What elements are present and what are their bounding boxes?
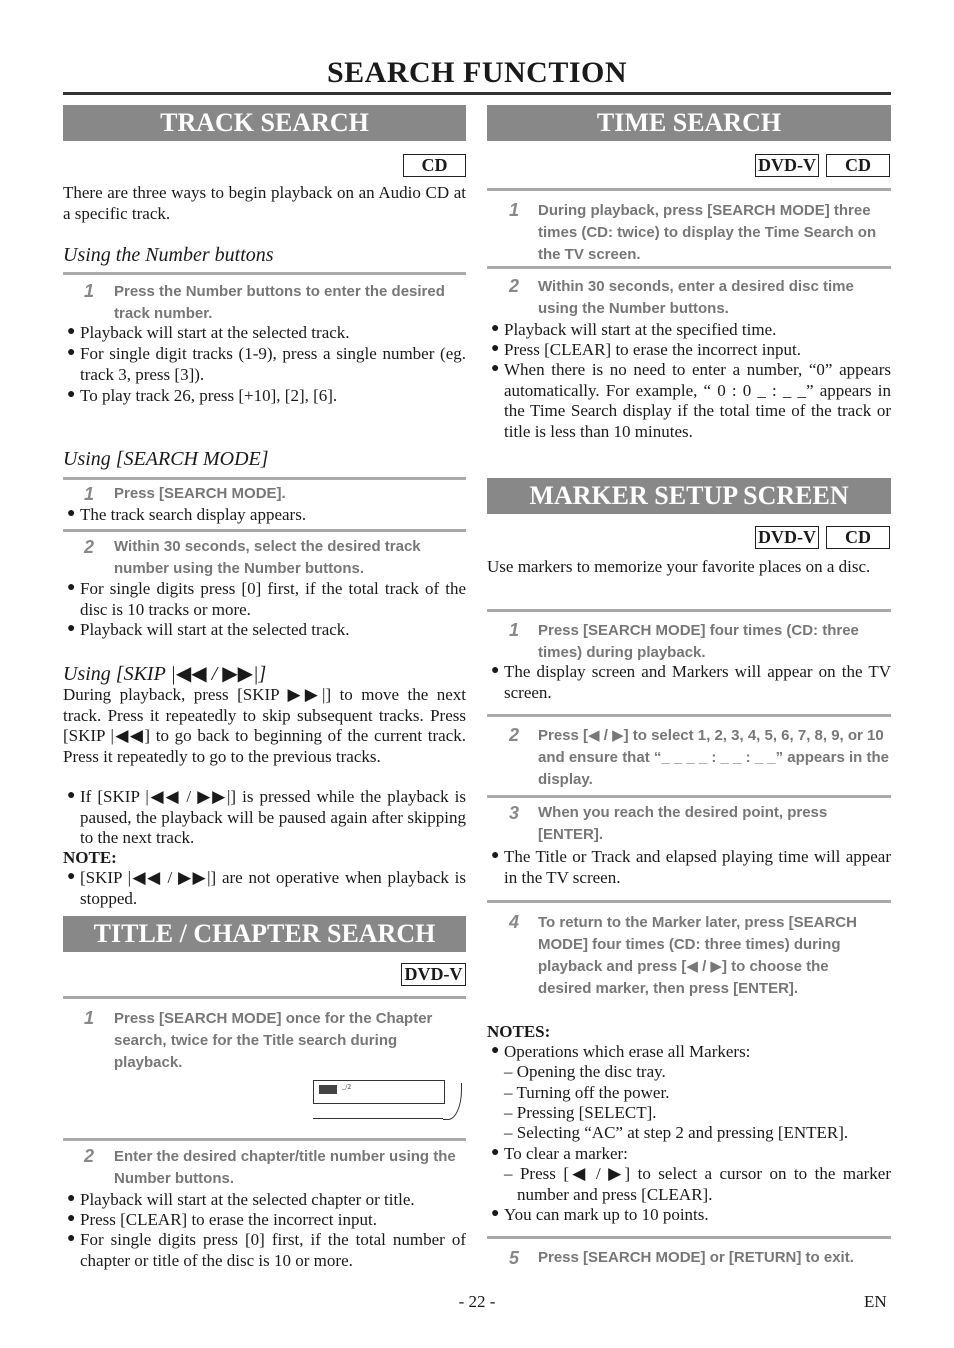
note-label: NOTE:: [63, 848, 117, 867]
skip-subheading: Using [SKIP |◀◀ / ▶▶|]: [63, 663, 267, 685]
step-number: 1: [84, 1008, 95, 1028]
divider: [487, 188, 891, 191]
track-intro: There are three ways to begin playback on an Audio CD at a specific track.: [63, 183, 466, 223]
divider: [63, 1138, 466, 1141]
time-step-1: During playback, press [SEARCH MODE] three times (CD: twice) to display the Time Search on the TV screen.: [538, 202, 877, 263]
divider: [63, 272, 466, 275]
track-sm-step-2: Within 30 seconds, select the desired track number using the Number buttons.: [114, 538, 421, 577]
track-sm-step-1: Press [SEARCH MODE].: [114, 485, 286, 502]
dvd-v-badge: DVD-V: [755, 526, 819, 549]
page-title: SEARCH FUNCTION: [326, 56, 628, 89]
notes-label: NOTES:: [487, 1022, 551, 1041]
marker-step-2: Press [◀ / ▶] to select 1, 2, 3, 4, 5, 6, 7, 8, 9, or 10 and ensure that “_ _ _ _ : _ _ : _ _” appears in the display.: [538, 727, 889, 788]
list-item: ● If [SKIP |◀◀ / ▶▶|] is pressed while the playback is paused, the playback will be paused again after skipping to the next track.: [67, 787, 466, 847]
step-number: 5: [509, 1248, 520, 1268]
step-number: 2: [84, 1146, 95, 1166]
title-chapter-search-heading: TITLE / CHAPTER SEARCH: [63, 916, 466, 952]
language-label: EN: [864, 1292, 887, 1311]
cd-badge: CD: [826, 154, 890, 177]
screen-text: _/2: [342, 1083, 351, 1091]
list-item: ● [SKIP |◀◀ / ▶▶|] are not operative when playback is stopped.: [67, 868, 466, 908]
divider: [487, 1236, 891, 1239]
list-item: – Selecting “AC” at step 2 and pressing [ENTER].: [504, 1123, 849, 1142]
divider: [63, 477, 466, 480]
list-item: ● Operations which erase all Markers:: [491, 1042, 751, 1061]
track-search-heading: TRACK SEARCH: [63, 105, 466, 141]
marker-step-1: Press [SEARCH MODE] four times (CD: three times) during playback.: [538, 622, 859, 661]
search-mode-subheading: Using [SEARCH MODE]: [63, 448, 269, 470]
marker-intro: Use markers to memorize your favorite places on a disc.: [487, 557, 871, 576]
step-number: 3: [509, 803, 520, 823]
divider: [487, 795, 891, 798]
list-item: ● To clear a marker:: [491, 1144, 628, 1163]
list-item: ● The display screen and Markers will appear on the TV screen.: [491, 662, 891, 702]
list-item: ● To play track 26, press [+10], [2], [6].: [67, 386, 338, 405]
list-item: ● For single digits press [0] first, if the total track of the disc is 10 tracks or more.: [67, 579, 466, 619]
time-search-heading: TIME SEARCH: [487, 105, 891, 141]
track-num-step-1: Press the Number buttons to enter the desired track number.: [114, 283, 445, 322]
tv-screen-illustration: [313, 1080, 445, 1104]
chapter-search-display-icon: [319, 1085, 337, 1094]
step-number: 1: [84, 484, 95, 504]
list-item: ● You can mark up to 10 points.: [491, 1205, 709, 1224]
number-buttons-subheading: Using the Number buttons: [63, 244, 274, 266]
list-item: – Opening the disc tray.: [504, 1062, 666, 1081]
marker-setup-heading: MARKER SETUP SCREEN: [487, 478, 891, 514]
list-item: – Pressing [SELECT].: [504, 1103, 657, 1122]
title-step-2: Enter the desired chapter/title number using the Number buttons.: [114, 1148, 456, 1187]
skip-paragraph: During playback, press [SKIP ▶▶|] to move the next track. Press it repeatedly to skip subsequent tracks. Press [SKIP |◀◀] to go back to beginning of the current track. Press it repeatedly to go to the previous tracks.: [63, 685, 466, 766]
tv-screen-base: [313, 1118, 443, 1119]
list-item: ● Press [CLEAR] to erase the incorrect input.: [67, 1210, 377, 1229]
marker-step-4: To return to the Marker later, press [SEARCH MODE] four times (CD: three times) during playback and press [◀ / ▶] to choose the desired marker, then press [ENTER].: [538, 914, 857, 997]
dvd-v-badge: DVD-V: [401, 963, 466, 986]
list-item: ● The Title or Track and elapsed playing time will appear in the TV screen.: [491, 847, 891, 887]
list-item: – Press [◀ / ▶] to select a cursor on to the marker number and press [CLEAR].: [504, 1164, 891, 1204]
cd-badge: CD: [826, 526, 890, 549]
list-item: ● Playback will start at the selected chapter or title.: [67, 1190, 415, 1209]
step-number: 2: [509, 276, 520, 296]
step-number: 2: [84, 537, 95, 557]
marker-step-5: Press [SEARCH MODE] or [RETURN] to exit.: [538, 1249, 854, 1266]
list-item: – Turning off the power.: [504, 1083, 670, 1102]
step-number: 2: [509, 725, 520, 745]
list-item: ● The track search display appears.: [67, 505, 307, 524]
marker-step-3: When you reach the desired point, press [ENTER].: [538, 804, 828, 843]
step-number: 1: [84, 281, 95, 301]
divider: [487, 609, 891, 612]
title-rule: [63, 92, 891, 95]
time-step-2: Within 30 seconds, enter a desired disc time using the Number buttons.: [538, 278, 854, 317]
step-number: 4: [509, 912, 520, 932]
divider: [487, 266, 891, 269]
tv-screen-edge: [443, 1083, 462, 1120]
list-item: ● When there is no need to enter a number, “0” appears automatically. For example, “ 0 : 0 _ : _ _” appears in the Time Search display if the total time of the track or title is less than 10 minutes.: [491, 360, 891, 441]
divider: [487, 714, 891, 717]
divider: [63, 996, 466, 999]
list-item: ● Playback will start at the selected track.: [67, 620, 350, 639]
list-item: ● Playback will start at the selected track.: [67, 323, 350, 342]
cd-badge: CD: [403, 154, 466, 177]
list-item: ● Playback will start at the specified time.: [491, 320, 777, 339]
list-item: ● For single digits press [0] first, if the total number of chapter or title of the disc is 10 or more.: [67, 1230, 466, 1270]
list-item: ● For single digit tracks (1-9), press a single number (eg. track 3, press [3]).: [67, 344, 466, 384]
step-number: 1: [509, 200, 520, 220]
divider: [63, 529, 466, 532]
title-step-1: Press [SEARCH MODE] once for the Chapter search, twice for the Title search during playback.: [114, 1010, 433, 1071]
divider: [487, 900, 891, 903]
page-number: - 22 -: [458, 1292, 496, 1311]
list-item: ● Press [CLEAR] to erase the incorrect input.: [491, 340, 801, 359]
dvd-v-badge: DVD-V: [755, 154, 819, 177]
step-number: 1: [509, 620, 520, 640]
